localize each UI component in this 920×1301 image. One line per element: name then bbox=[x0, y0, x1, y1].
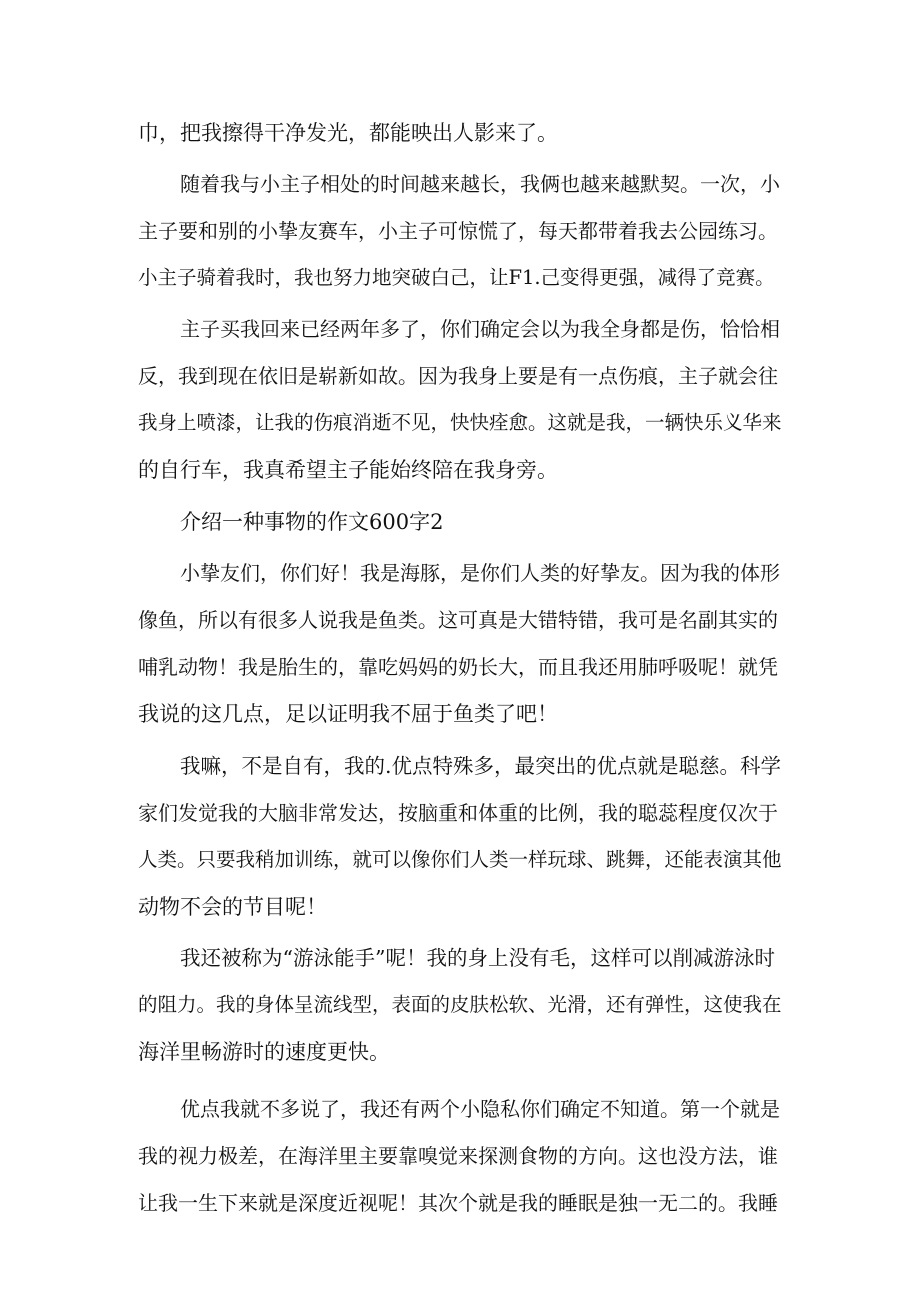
text-line: 我还被称为“游泳能手”呢！我的身上没有毛，这样可以削减游泳时 bbox=[180, 946, 775, 970]
text-line: 哺乳动物！我是胎生的，靠吃妈妈的奶长大，而且我还用肺呼吸呢！就凭 bbox=[138, 655, 778, 679]
text-line: 小主子骑着我时，我也努力地突破白己，让F1.己变得更强，减得了竞赛。 bbox=[138, 266, 775, 289]
text-line: 我嘛，不是自有，我的.优点特殊多，最突出的优点就是聪慈。科学 bbox=[180, 754, 782, 778]
text-line: 像鱼，所以有很多人说我是鱼类。这可真是大错特错，我可是名副其实的 bbox=[138, 608, 778, 632]
text-line: 小挚友们，你们好！我是海豚，是你们人类的好挚友。因为我的体形 bbox=[180, 561, 780, 585]
text-line: 主子要和别的小挚友赛车，小主子可惊慌了，每天都带着我去公园练习。 bbox=[138, 219, 778, 243]
text-line: 的阻力。我的身体呈流线型，表面的皮肤松软、光滑，还有弹性，这使我在 bbox=[138, 993, 782, 1016]
text-line: 我的视力极差，在海洋里主要靠嗅觉来探测食物的方向。这也没方法，谁 bbox=[138, 1144, 778, 1168]
text-line: 反，我到现在依旧是崭新如故。因为我身上要是有一点伤痕，主子就会往 bbox=[138, 364, 778, 388]
text-line: 海洋里畅游时的速度更快。 bbox=[138, 1040, 390, 1064]
section-heading: 介绍一种事物的作文600字2 bbox=[180, 510, 444, 534]
text-line: 巾，把我擦得干净发光，都能映出人影来了。 bbox=[138, 121, 558, 145]
text-line: 动物不会的节目呢！ bbox=[138, 895, 327, 919]
text-line: 的自行车，我真希望主子能始终陪在我身旁。 bbox=[138, 458, 558, 482]
text-line: 主子买我回来已经两年多了，你们确定会以为我全身都是伤，恰恰相 bbox=[180, 317, 780, 341]
text-line: 我说的这几点，足以证明我不屈于鱼类了吧！ bbox=[138, 702, 558, 726]
text-line: 随着我与小主子相处的时间越来越长，我俩也越来越默契。一次，小 bbox=[180, 172, 780, 196]
text-line: 我身上喷漆，让我的伤痕消逝不见，快快痊愈。这就是我，一辆快乐义华来 bbox=[138, 411, 782, 434]
text-line: 让我一生下来就是深度近视呢！其次个就是我的睡眠是独一无二的。我睡 bbox=[138, 1191, 778, 1215]
text-line: 优点我就不多说了，我还有两个小隐私你们确定不知道。第一个就是 bbox=[180, 1097, 780, 1121]
text-line: 人类。只要我稍加训练，就可以像你们人类一样玩球、跳舞，还能表演其他 bbox=[138, 848, 782, 871]
text-line: 家们发觉我的大脑非常发达，按脑重和体重的比例，我的聪蕊程度仅次于 bbox=[138, 801, 778, 825]
